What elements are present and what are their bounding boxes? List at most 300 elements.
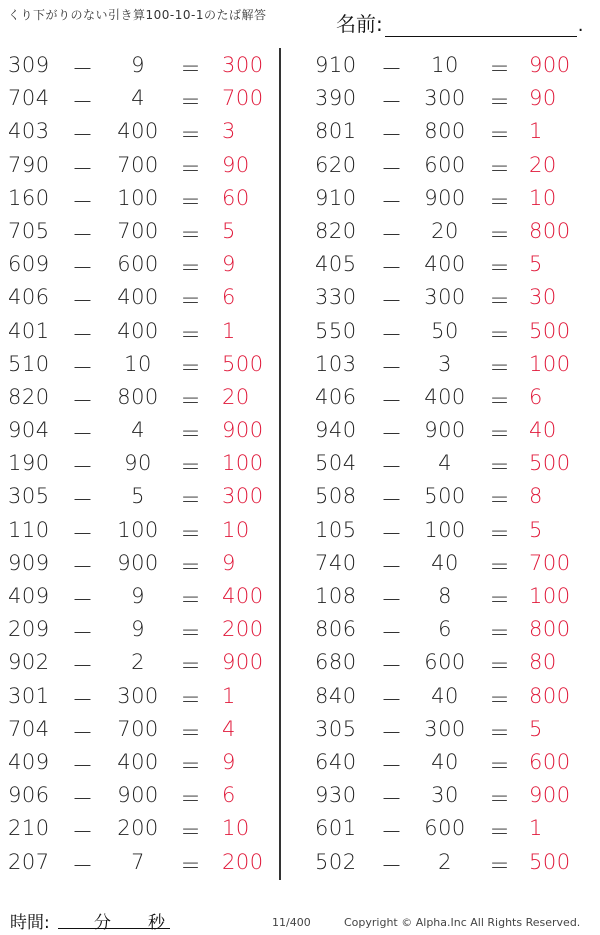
minus-sign: － bbox=[381, 654, 403, 679]
minuend: 906 bbox=[8, 783, 50, 808]
minuend: 406 bbox=[8, 285, 50, 310]
minuend: 940 bbox=[315, 418, 357, 443]
problem-row bbox=[305, 181, 575, 214]
answer: 400 bbox=[222, 584, 264, 608]
subtrahend: 300 bbox=[424, 86, 466, 111]
problem-row bbox=[0, 247, 270, 280]
minuend: 840 bbox=[315, 683, 357, 708]
problem-row bbox=[305, 48, 575, 81]
minus-sign: － bbox=[72, 720, 94, 745]
worksheet-title: くり下がりのない引き算100-10-1のたば解答 bbox=[8, 8, 267, 22]
minus-sign: － bbox=[381, 222, 403, 247]
answer: 1 bbox=[529, 816, 543, 841]
problem-row bbox=[305, 778, 575, 811]
subtrahend: 600 bbox=[424, 152, 466, 177]
minuend: 105 bbox=[315, 517, 357, 542]
subtrahend: 20 bbox=[431, 218, 459, 243]
subtrahend: 3 bbox=[438, 351, 452, 376]
equals-sign: ＝ bbox=[489, 753, 511, 778]
minus-sign: － bbox=[72, 521, 94, 546]
minus-sign: － bbox=[72, 654, 94, 679]
minuend: 405 bbox=[315, 252, 357, 277]
subtrahend: 900 bbox=[117, 550, 159, 575]
problem-column-left bbox=[0, 48, 270, 878]
equals-sign: ＝ bbox=[180, 256, 202, 281]
subtrahend: 7 bbox=[131, 849, 145, 874]
minus-sign: － bbox=[72, 488, 94, 513]
problem-row bbox=[0, 114, 270, 147]
equals-sign: ＝ bbox=[180, 720, 202, 745]
minus-sign: － bbox=[381, 621, 403, 646]
minuend: 550 bbox=[315, 318, 357, 343]
minuend: 601 bbox=[315, 816, 357, 841]
answer: 1 bbox=[529, 119, 543, 144]
second-label: 秒 bbox=[148, 913, 165, 933]
answer: 500 bbox=[529, 318, 571, 343]
problem-row bbox=[305, 479, 575, 512]
name-end-mark: . bbox=[577, 15, 584, 36]
equals-sign: ＝ bbox=[489, 853, 511, 878]
problem-row bbox=[305, 513, 575, 546]
problem-row bbox=[0, 314, 270, 347]
answer: 500 bbox=[222, 351, 264, 376]
minus-sign: － bbox=[72, 422, 94, 447]
subtrahend: 300 bbox=[424, 716, 466, 741]
minuend: 502 bbox=[315, 849, 357, 874]
answer: 5 bbox=[529, 716, 543, 741]
minuend: 309 bbox=[8, 53, 50, 77]
equals-sign: ＝ bbox=[180, 123, 202, 148]
minuend: 305 bbox=[8, 484, 50, 509]
subtrahend: 500 bbox=[424, 484, 466, 509]
problem-row bbox=[305, 679, 575, 712]
minus-sign: － bbox=[72, 189, 94, 214]
problem-row bbox=[0, 712, 270, 745]
problem-row bbox=[0, 513, 270, 546]
minus-sign: － bbox=[381, 521, 403, 546]
equals-sign: ＝ bbox=[489, 256, 511, 281]
name-label: 名前: bbox=[336, 12, 383, 36]
subtrahend: 4 bbox=[131, 86, 145, 111]
subtrahend: 400 bbox=[117, 318, 159, 343]
answer: 700 bbox=[222, 86, 264, 111]
minuend: 820 bbox=[8, 384, 50, 409]
equals-sign: ＝ bbox=[180, 787, 202, 812]
equals-sign: ＝ bbox=[489, 621, 511, 646]
minuend: 704 bbox=[8, 86, 50, 111]
subtrahend: 4 bbox=[438, 451, 452, 476]
minuend: 330 bbox=[315, 285, 357, 310]
subtrahend: 40 bbox=[431, 749, 459, 774]
problem-row bbox=[0, 845, 270, 878]
problem-row bbox=[305, 347, 575, 380]
minus-sign: － bbox=[72, 156, 94, 181]
answer: 700 bbox=[529, 550, 571, 575]
problem-row bbox=[305, 114, 575, 147]
minus-sign: － bbox=[381, 720, 403, 745]
minuend: 403 bbox=[8, 119, 50, 144]
equals-sign: ＝ bbox=[489, 422, 511, 447]
problem-row bbox=[0, 745, 270, 778]
answer: 9 bbox=[222, 550, 236, 575]
subtrahend: 400 bbox=[424, 252, 466, 277]
subtrahend: 900 bbox=[424, 418, 466, 443]
equals-sign: ＝ bbox=[489, 90, 511, 115]
minuend: 806 bbox=[315, 617, 357, 642]
subtrahend: 2 bbox=[131, 650, 145, 675]
minuend: 930 bbox=[315, 783, 357, 808]
subtrahend: 30 bbox=[431, 783, 459, 808]
subtrahend: 4 bbox=[131, 418, 145, 443]
minus-sign: － bbox=[72, 355, 94, 380]
problem-row bbox=[305, 148, 575, 181]
subtrahend: 900 bbox=[424, 185, 466, 210]
minuend: 110 bbox=[8, 517, 50, 542]
equals-sign: ＝ bbox=[180, 57, 202, 81]
equals-sign: ＝ bbox=[489, 521, 511, 546]
answer: 200 bbox=[222, 617, 264, 642]
equals-sign: ＝ bbox=[489, 289, 511, 314]
problem-row bbox=[305, 579, 575, 612]
minus-sign: － bbox=[72, 753, 94, 778]
equals-sign: ＝ bbox=[180, 488, 202, 513]
equals-sign: ＝ bbox=[180, 455, 202, 480]
answer: 60 bbox=[222, 185, 250, 210]
minuend: 620 bbox=[315, 152, 357, 177]
minus-sign: － bbox=[381, 554, 403, 579]
problem-row bbox=[0, 446, 270, 479]
equals-sign: ＝ bbox=[489, 156, 511, 181]
equals-sign: ＝ bbox=[489, 720, 511, 745]
answer: 5 bbox=[222, 218, 236, 243]
minuend: 190 bbox=[8, 451, 50, 476]
answer: 20 bbox=[222, 384, 250, 409]
page-number: 11/400 bbox=[272, 916, 311, 929]
equals-sign: ＝ bbox=[180, 222, 202, 247]
problem-row bbox=[0, 811, 270, 844]
problem-row bbox=[305, 413, 575, 446]
subtrahend: 10 bbox=[124, 351, 152, 376]
minus-sign: － bbox=[381, 488, 403, 513]
equals-sign: ＝ bbox=[180, 621, 202, 646]
problem-row bbox=[0, 679, 270, 712]
subtrahend: 100 bbox=[424, 517, 466, 542]
subtrahend: 90 bbox=[124, 451, 152, 476]
answer: 9 bbox=[222, 252, 236, 277]
equals-sign: ＝ bbox=[180, 521, 202, 546]
problem-row bbox=[0, 579, 270, 612]
answer: 800 bbox=[529, 617, 571, 642]
equals-sign: ＝ bbox=[180, 388, 202, 413]
problem-row bbox=[0, 347, 270, 380]
subtrahend: 400 bbox=[117, 749, 159, 774]
subtrahend: 600 bbox=[424, 816, 466, 841]
minus-sign: － bbox=[72, 687, 94, 712]
problem-row bbox=[0, 413, 270, 446]
answer: 300 bbox=[222, 53, 264, 77]
answer: 600 bbox=[529, 749, 571, 774]
answer: 500 bbox=[529, 849, 571, 874]
problem-row bbox=[305, 214, 575, 247]
problem-row bbox=[0, 280, 270, 313]
minus-sign: － bbox=[72, 388, 94, 413]
minuend: 409 bbox=[8, 584, 50, 608]
answer: 900 bbox=[222, 650, 264, 675]
minuend: 904 bbox=[8, 418, 50, 443]
subtrahend: 600 bbox=[424, 650, 466, 675]
minus-sign: － bbox=[381, 123, 403, 148]
minus-sign: － bbox=[72, 787, 94, 812]
answer: 9 bbox=[222, 749, 236, 774]
subtrahend: 600 bbox=[117, 252, 159, 277]
subtrahend: 9 bbox=[131, 617, 145, 642]
equals-sign: ＝ bbox=[180, 189, 202, 214]
subtrahend: 400 bbox=[424, 384, 466, 409]
equals-sign: ＝ bbox=[180, 588, 202, 612]
problem-row bbox=[305, 446, 575, 479]
minus-sign: － bbox=[72, 621, 94, 646]
equals-sign: ＝ bbox=[489, 820, 511, 845]
answer: 200 bbox=[222, 849, 264, 874]
answer: 6 bbox=[529, 384, 543, 409]
equals-sign: ＝ bbox=[180, 422, 202, 447]
equals-sign: ＝ bbox=[489, 687, 511, 712]
minuend: 409 bbox=[8, 749, 50, 774]
equals-sign: ＝ bbox=[489, 189, 511, 214]
minuend: 207 bbox=[8, 849, 50, 874]
minus-sign: － bbox=[381, 588, 403, 612]
minus-sign: － bbox=[72, 853, 94, 878]
minus-sign: － bbox=[381, 853, 403, 878]
problem-row bbox=[305, 247, 575, 280]
minuend: 680 bbox=[315, 650, 357, 675]
minus-sign: － bbox=[72, 289, 94, 314]
minuend: 704 bbox=[8, 716, 50, 741]
answer: 4 bbox=[222, 716, 236, 741]
equals-sign: ＝ bbox=[489, 57, 511, 81]
equals-sign: ＝ bbox=[180, 753, 202, 778]
minus-sign: － bbox=[72, 90, 94, 115]
equals-sign: ＝ bbox=[489, 322, 511, 347]
problem-row bbox=[0, 479, 270, 512]
minuend: 705 bbox=[8, 218, 50, 243]
equals-sign: ＝ bbox=[180, 355, 202, 380]
minuend: 910 bbox=[315, 185, 357, 210]
minus-sign: － bbox=[381, 753, 403, 778]
minuend: 504 bbox=[315, 451, 357, 476]
equals-sign: ＝ bbox=[180, 90, 202, 115]
answer: 8 bbox=[529, 484, 543, 509]
equals-sign: ＝ bbox=[489, 787, 511, 812]
equals-sign: ＝ bbox=[489, 588, 511, 612]
answer: 900 bbox=[529, 783, 571, 808]
problem-row bbox=[305, 811, 575, 844]
problem-row bbox=[305, 380, 575, 413]
answer: 90 bbox=[222, 152, 250, 177]
answer: 800 bbox=[529, 218, 571, 243]
minuend: 103 bbox=[315, 351, 357, 376]
subtrahend: 40 bbox=[431, 550, 459, 575]
equals-sign: ＝ bbox=[180, 687, 202, 712]
minuend: 301 bbox=[8, 683, 50, 708]
equals-sign: ＝ bbox=[180, 289, 202, 314]
minuend: 801 bbox=[315, 119, 357, 144]
minuend: 401 bbox=[8, 318, 50, 343]
answer: 300 bbox=[222, 484, 264, 509]
subtrahend: 50 bbox=[431, 318, 459, 343]
answer: 100 bbox=[529, 351, 571, 376]
equals-sign: ＝ bbox=[180, 322, 202, 347]
minus-sign: － bbox=[72, 123, 94, 148]
problem-row bbox=[305, 546, 575, 579]
answer: 10 bbox=[222, 517, 250, 542]
problem-row bbox=[305, 712, 575, 745]
subtrahend: 9 bbox=[131, 53, 145, 77]
equals-sign: ＝ bbox=[489, 222, 511, 247]
copyright-notice: Copyright © Alpha.Inc All Rights Reserved. bbox=[344, 916, 581, 929]
answer: 30 bbox=[529, 285, 557, 310]
subtrahend: 400 bbox=[117, 119, 159, 144]
answer: 6 bbox=[222, 783, 236, 808]
answer: 800 bbox=[529, 683, 571, 708]
column-divider bbox=[279, 48, 281, 880]
subtrahend: 700 bbox=[117, 152, 159, 177]
answer: 900 bbox=[222, 418, 264, 443]
minuend: 160 bbox=[8, 185, 50, 210]
minuend: 790 bbox=[8, 152, 50, 177]
equals-sign: ＝ bbox=[489, 355, 511, 380]
minuend: 820 bbox=[315, 218, 357, 243]
equals-sign: ＝ bbox=[180, 820, 202, 845]
equals-sign: ＝ bbox=[489, 455, 511, 480]
minuend: 510 bbox=[8, 351, 50, 376]
problem-row bbox=[0, 612, 270, 645]
name-field bbox=[336, 8, 583, 37]
problem-row bbox=[305, 645, 575, 678]
minus-sign: － bbox=[381, 820, 403, 845]
equals-sign: ＝ bbox=[180, 853, 202, 878]
equals-sign: ＝ bbox=[180, 654, 202, 679]
minuend: 902 bbox=[8, 650, 50, 675]
problem-row bbox=[0, 778, 270, 811]
subtrahend: 200 bbox=[117, 816, 159, 841]
problem-row bbox=[305, 280, 575, 313]
minus-sign: － bbox=[381, 90, 403, 115]
minus-sign: － bbox=[72, 322, 94, 347]
subtrahend: 800 bbox=[117, 384, 159, 409]
problem-row bbox=[305, 81, 575, 114]
minuend: 209 bbox=[8, 617, 50, 642]
subtrahend: 100 bbox=[117, 517, 159, 542]
answer: 500 bbox=[529, 451, 571, 476]
subtrahend: 300 bbox=[117, 683, 159, 708]
problem-row bbox=[0, 181, 270, 214]
answer: 5 bbox=[529, 517, 543, 542]
answer: 20 bbox=[529, 152, 557, 177]
minus-sign: － bbox=[72, 256, 94, 281]
answer: 100 bbox=[529, 584, 571, 608]
problem-row bbox=[0, 48, 270, 81]
problem-row bbox=[305, 745, 575, 778]
minus-sign: － bbox=[381, 787, 403, 812]
subtrahend: 700 bbox=[117, 218, 159, 243]
minus-sign: － bbox=[381, 256, 403, 281]
name-blank-line bbox=[385, 16, 577, 37]
minute-label: 分 bbox=[94, 913, 111, 933]
problem-row bbox=[305, 612, 575, 645]
minus-sign: － bbox=[381, 189, 403, 214]
equals-sign: ＝ bbox=[489, 123, 511, 148]
problem-row bbox=[0, 214, 270, 247]
subtrahend: 8 bbox=[438, 584, 452, 608]
minuend: 740 bbox=[315, 550, 357, 575]
equals-sign: ＝ bbox=[489, 488, 511, 513]
minus-sign: － bbox=[381, 455, 403, 480]
minus-sign: － bbox=[72, 222, 94, 247]
problem-row bbox=[305, 314, 575, 347]
answer: 1 bbox=[222, 318, 236, 343]
problem-row bbox=[305, 845, 575, 878]
problem-row bbox=[0, 380, 270, 413]
subtrahend: 6 bbox=[438, 617, 452, 642]
minus-sign: － bbox=[381, 322, 403, 347]
subtrahend: 900 bbox=[117, 783, 159, 808]
problem-row bbox=[0, 148, 270, 181]
minus-sign: － bbox=[72, 588, 94, 612]
answer: 40 bbox=[529, 418, 557, 443]
minuend: 406 bbox=[315, 384, 357, 409]
answer: 6 bbox=[222, 285, 236, 310]
minuend: 210 bbox=[8, 816, 50, 841]
minus-sign: － bbox=[381, 355, 403, 380]
subtrahend: 9 bbox=[131, 584, 145, 608]
minus-sign: － bbox=[381, 289, 403, 314]
problem-row bbox=[0, 546, 270, 579]
minus-sign: － bbox=[72, 57, 94, 81]
minuend: 910 bbox=[315, 53, 357, 77]
subtrahend: 40 bbox=[431, 683, 459, 708]
equals-sign: ＝ bbox=[489, 388, 511, 413]
minuend: 909 bbox=[8, 550, 50, 575]
subtrahend: 300 bbox=[424, 285, 466, 310]
subtrahend: 800 bbox=[424, 119, 466, 144]
answer: 100 bbox=[222, 451, 264, 476]
minus-sign: － bbox=[381, 156, 403, 181]
equals-sign: ＝ bbox=[180, 156, 202, 181]
minuend: 640 bbox=[315, 749, 357, 774]
subtrahend: 5 bbox=[131, 484, 145, 509]
subtrahend: 10 bbox=[431, 53, 459, 77]
minuend: 305 bbox=[315, 716, 357, 741]
problem-row bbox=[0, 645, 270, 678]
subtrahend: 100 bbox=[117, 185, 159, 210]
minuend: 390 bbox=[315, 86, 357, 111]
answer: 3 bbox=[222, 119, 236, 144]
equals-sign: ＝ bbox=[489, 554, 511, 579]
answer: 5 bbox=[529, 252, 543, 277]
problem-column-right bbox=[305, 48, 575, 878]
subtrahend: 400 bbox=[117, 285, 159, 310]
equals-sign: ＝ bbox=[180, 554, 202, 579]
minus-sign: － bbox=[381, 422, 403, 447]
problem-row bbox=[0, 81, 270, 114]
minus-sign: － bbox=[381, 388, 403, 413]
answer: 10 bbox=[222, 816, 250, 841]
minuend: 108 bbox=[315, 584, 357, 608]
equals-sign: ＝ bbox=[489, 654, 511, 679]
minus-sign: － bbox=[381, 687, 403, 712]
answer: 1 bbox=[222, 683, 236, 708]
